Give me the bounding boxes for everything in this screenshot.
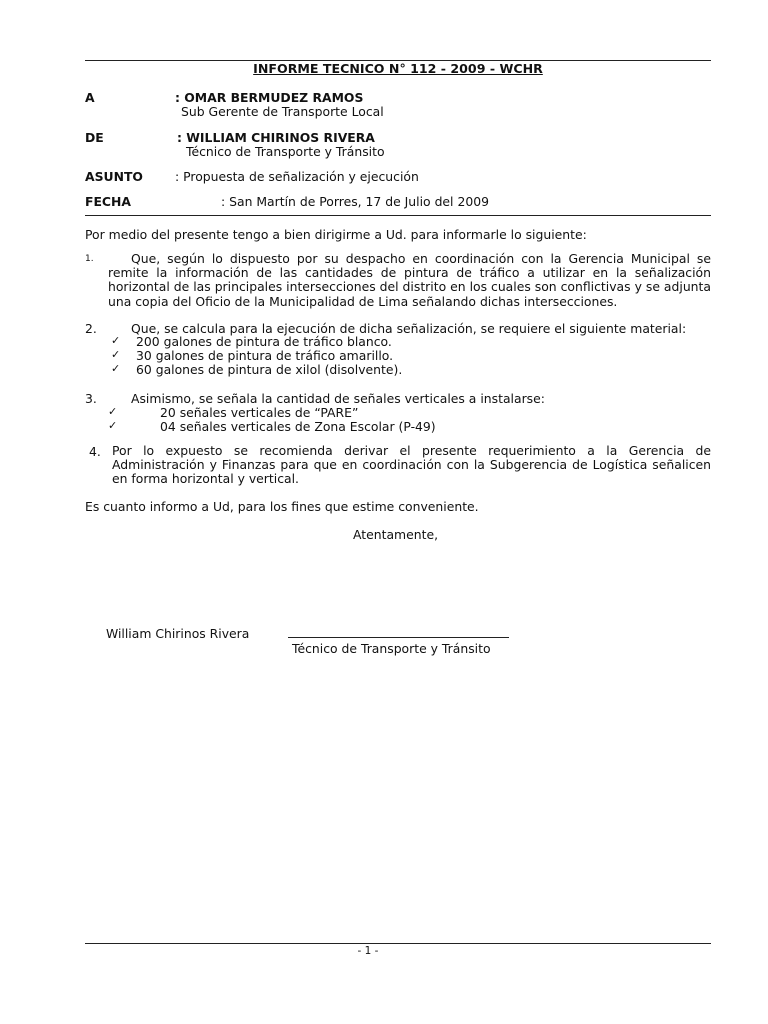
item-1-paragraph [108,252,711,309]
check-mark-icon: ✓ [111,334,121,347]
to-position: Sub Gerente de Transporte Local [181,104,384,119]
document-title: INFORME TECNICO N° 112 - 2009 - WCHR [253,61,543,76]
signatory-title: Técnico de Transporte y Tránsito [292,641,491,656]
item-1-rest: remite la información de las cantidades de pintura de tráfico a utilizar en la señalización horizontal de las principales intersecciones del distrito en los cuales son conflictivas y se adjunta una copia del Oficio de la Municipalidad de Lima señalando dichas intersecciones. [108,265,711,309]
item-2-bullet-1: 200 galones de pintura de tráfico blanco. [136,334,392,349]
footer-rule [85,943,711,944]
check-mark-icon: ✓ [111,362,121,375]
closing-paragraph: Es cuanto informo a Ud, para los fines que estime conveniente. [85,499,479,514]
item-1-number: 1. [85,254,94,264]
item-3-bullet-1: 20 señales verticales de “PARE” [160,405,359,420]
from-label: DE [85,130,104,145]
item-2-bullet-3: 60 galones de pintura de xilol (disolvente). [136,362,403,377]
to-name: : OMAR BERMUDEZ RAMOS [175,90,364,105]
check-mark-icon: ✓ [108,405,118,418]
to-label: A [85,90,95,105]
signature-line [288,637,509,638]
item-3-bullet-2: 04 señales verticales de Zona Escolar (P-49) [160,419,436,434]
subject-value: : Propuesta de señalización y ejecución [175,169,419,184]
page-number: - 1 - [357,945,379,957]
item-2-bullet-2: 30 galones de pintura de tráfico amarillo. [136,348,394,363]
check-mark-icon: ✓ [111,348,121,361]
item-3-text: Asimismo, se señala la cantidad de señales verticales a instalarse: [131,391,545,406]
from-name: : WILLIAM CHIRINOS RIVERA [177,130,375,145]
item-4-paragraph: Por lo expuesto se recomienda derivar el presente requerimiento a la Gerencia de Administración y Finanzas para que en coordinación con la Subgerencia de Logística señalicen en forma horizontal y vertical. [112,443,711,487]
item-1-first-line: Que, según lo dispuesto por su despacho en coordinación con la Gerencia Municipal se [131,251,711,266]
signatory-name: William Chirinos Rivera [106,626,250,641]
check-mark-icon: ✓ [108,419,118,432]
regards: Atentamente, [353,527,439,542]
from-position: Técnico de Transporte y Tránsito [186,144,385,159]
date-label: FECHA [85,194,131,209]
subject-label: ASUNTO [85,169,143,184]
item-2-number: 2. [85,321,97,336]
date-value: : San Martín de Porres, 17 de Julio del 2009 [221,194,489,209]
item-2-text: Que, se calcula para la ejecución de dicha señalización, se requiere el siguiente material: [131,321,687,336]
header-divider [85,215,711,216]
intro-paragraph: Por medio del presente tengo a bien dirigirme a Ud. para informarle lo siguiente: [85,227,587,242]
item-3-number: 3. [85,391,97,406]
item-4-number: 4. [89,444,101,459]
